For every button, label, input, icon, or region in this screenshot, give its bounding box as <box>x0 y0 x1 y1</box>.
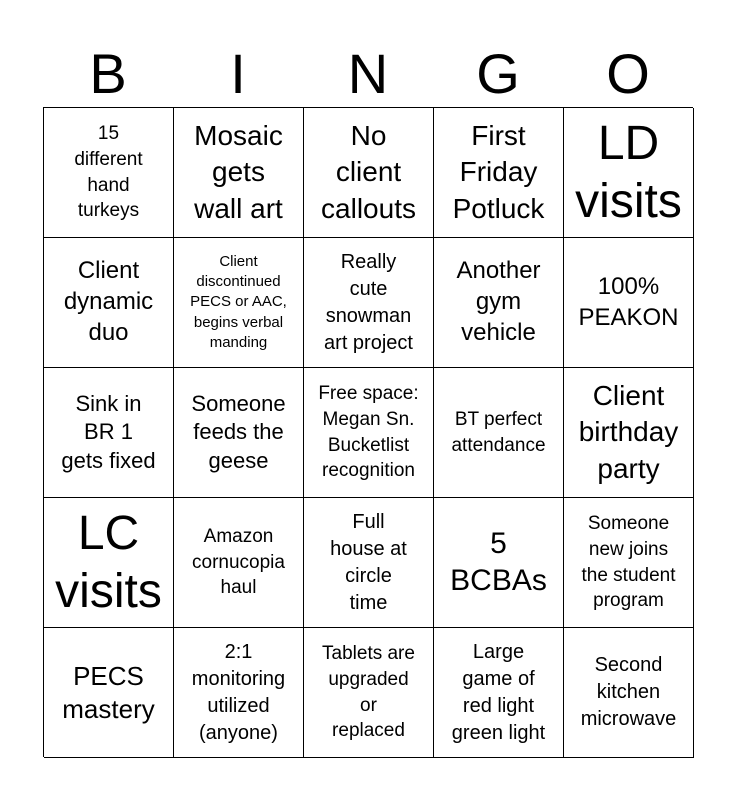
bingo-grid <box>43 107 693 757</box>
header-letter-b: B <box>89 42 127 105</box>
bingo-cell-r2c5[interactable]: 100% PEAKON <box>564 238 694 368</box>
bingo-cell-r3c4[interactable]: BT perfect attendance <box>434 368 564 498</box>
bingo-cell-r5c3[interactable]: Tablets are upgraded or replaced <box>304 628 434 758</box>
bingo-cell-r1c3[interactable]: No client callouts <box>304 108 434 238</box>
bingo-cell-r3c3[interactable]: Free space: Megan Sn. Bucketlist recognition <box>304 368 434 498</box>
bingo-cell-r3c5[interactable]: Client birthday party <box>564 368 694 498</box>
header-letter-n: N <box>347 42 389 105</box>
bingo-cell-r4c1[interactable]: LC visits <box>44 498 174 628</box>
bingo-cell-r2c4[interactable]: Another gym vehicle <box>434 238 564 368</box>
bingo-cell-r5c1[interactable]: PECS mastery <box>44 628 174 758</box>
bingo-cell-r4c4[interactable]: 5 BCBAs <box>434 498 564 628</box>
bingo-cell-r4c3[interactable]: Full house at circle time <box>304 498 434 628</box>
bingo-cell-r1c5[interactable]: LD visits <box>564 108 694 238</box>
bingo-cell-r4c5[interactable]: Someone new joins the student program <box>564 498 694 628</box>
bingo-cell-r4c2[interactable]: Amazon cornucopia haul <box>174 498 304 628</box>
header-letter-g: G <box>476 42 520 105</box>
bingo-cell-r5c2[interactable]: 2:1 monitoring utilized (anyone) <box>174 628 304 758</box>
bingo-header <box>43 42 693 106</box>
bingo-cell-r1c2[interactable]: Mosaic gets wall art <box>174 108 304 238</box>
bingo-cell-r5c5[interactable]: Second kitchen microwave <box>564 628 694 758</box>
header-letter-o: O <box>606 42 650 105</box>
bingo-cell-r1c4[interactable]: First Friday Potluck <box>434 108 564 238</box>
bingo-cell-r1c1[interactable]: 15 different hand turkeys <box>44 108 174 238</box>
bingo-cell-r3c2[interactable]: Someone feeds the geese <box>174 368 304 498</box>
bingo-cell-r2c2[interactable]: Client discontinued PECS or AAC, begins verbal manding <box>174 238 304 368</box>
bingo-cell-r2c1[interactable]: Client dynamic duo <box>44 238 174 368</box>
bingo-cell-r2c3[interactable]: Really cute snowman art project <box>304 238 434 368</box>
bingo-cell-r5c4[interactable]: Large game of red light green light <box>434 628 564 758</box>
header-letter-i: I <box>230 42 246 105</box>
bingo-cell-r3c1[interactable]: Sink in BR 1 gets fixed <box>44 368 174 498</box>
